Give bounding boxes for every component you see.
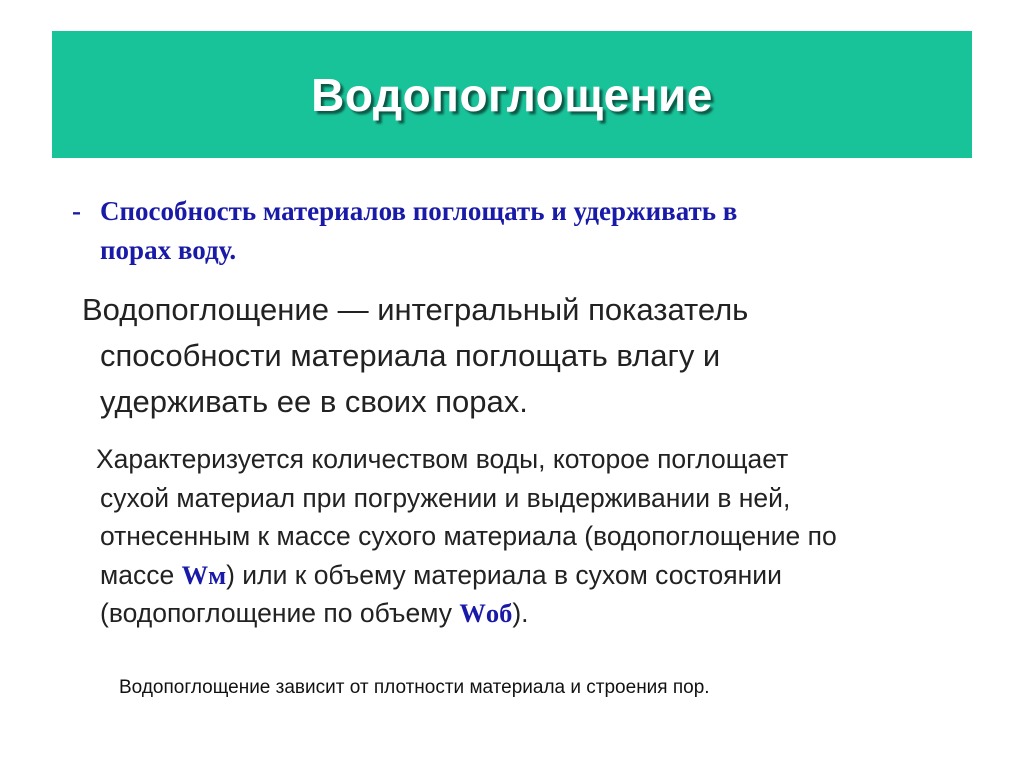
line-5-end: ). [512, 598, 529, 628]
footer-note: Водопоглощение зависит от плотности материала и строения пор. [119, 677, 710, 698]
definition-text [72, 192, 932, 270]
mass-absorption-symbol: Wм [181, 559, 227, 590]
slide-title: Водопоглощение [311, 68, 713, 121]
main-paragraph-line-2: способности материала поглощать влагу и [100, 338, 721, 373]
title-bar [52, 31, 972, 158]
main-paragraph-line-1: Водопоглощение — интегральный показатель [82, 292, 749, 327]
line-5-start: (водопоглощение по объему [100, 598, 460, 628]
definition-dash: - [72, 196, 81, 226]
second-paragraph-line-1: Характеризуется количеством воды, которое поглощает [96, 444, 789, 474]
main-paragraph [82, 287, 962, 425]
second-paragraph-line-3: отнесенным к массе сухого материала (водопоглощение по [100, 521, 837, 551]
second-paragraph-line-5 [96, 594, 986, 633]
second-paragraph-line-4 [96, 556, 986, 595]
second-paragraph [96, 440, 986, 633]
definition-line-2: порах воду. [100, 235, 237, 265]
second-paragraph-line-2: сухой материал при погружении и выдерживании в ней, [100, 482, 791, 513]
line-4-start: массе [100, 559, 182, 590]
definition-line-1: Способность материалов поглощать и удерживать в [100, 196, 738, 226]
line-4-end: ) или к объему материала в сухом состоянии [226, 559, 782, 590]
main-paragraph-line-3: удерживать ее в своих порах. [100, 384, 528, 419]
volume-absorption-symbol: Wоб [459, 598, 513, 628]
